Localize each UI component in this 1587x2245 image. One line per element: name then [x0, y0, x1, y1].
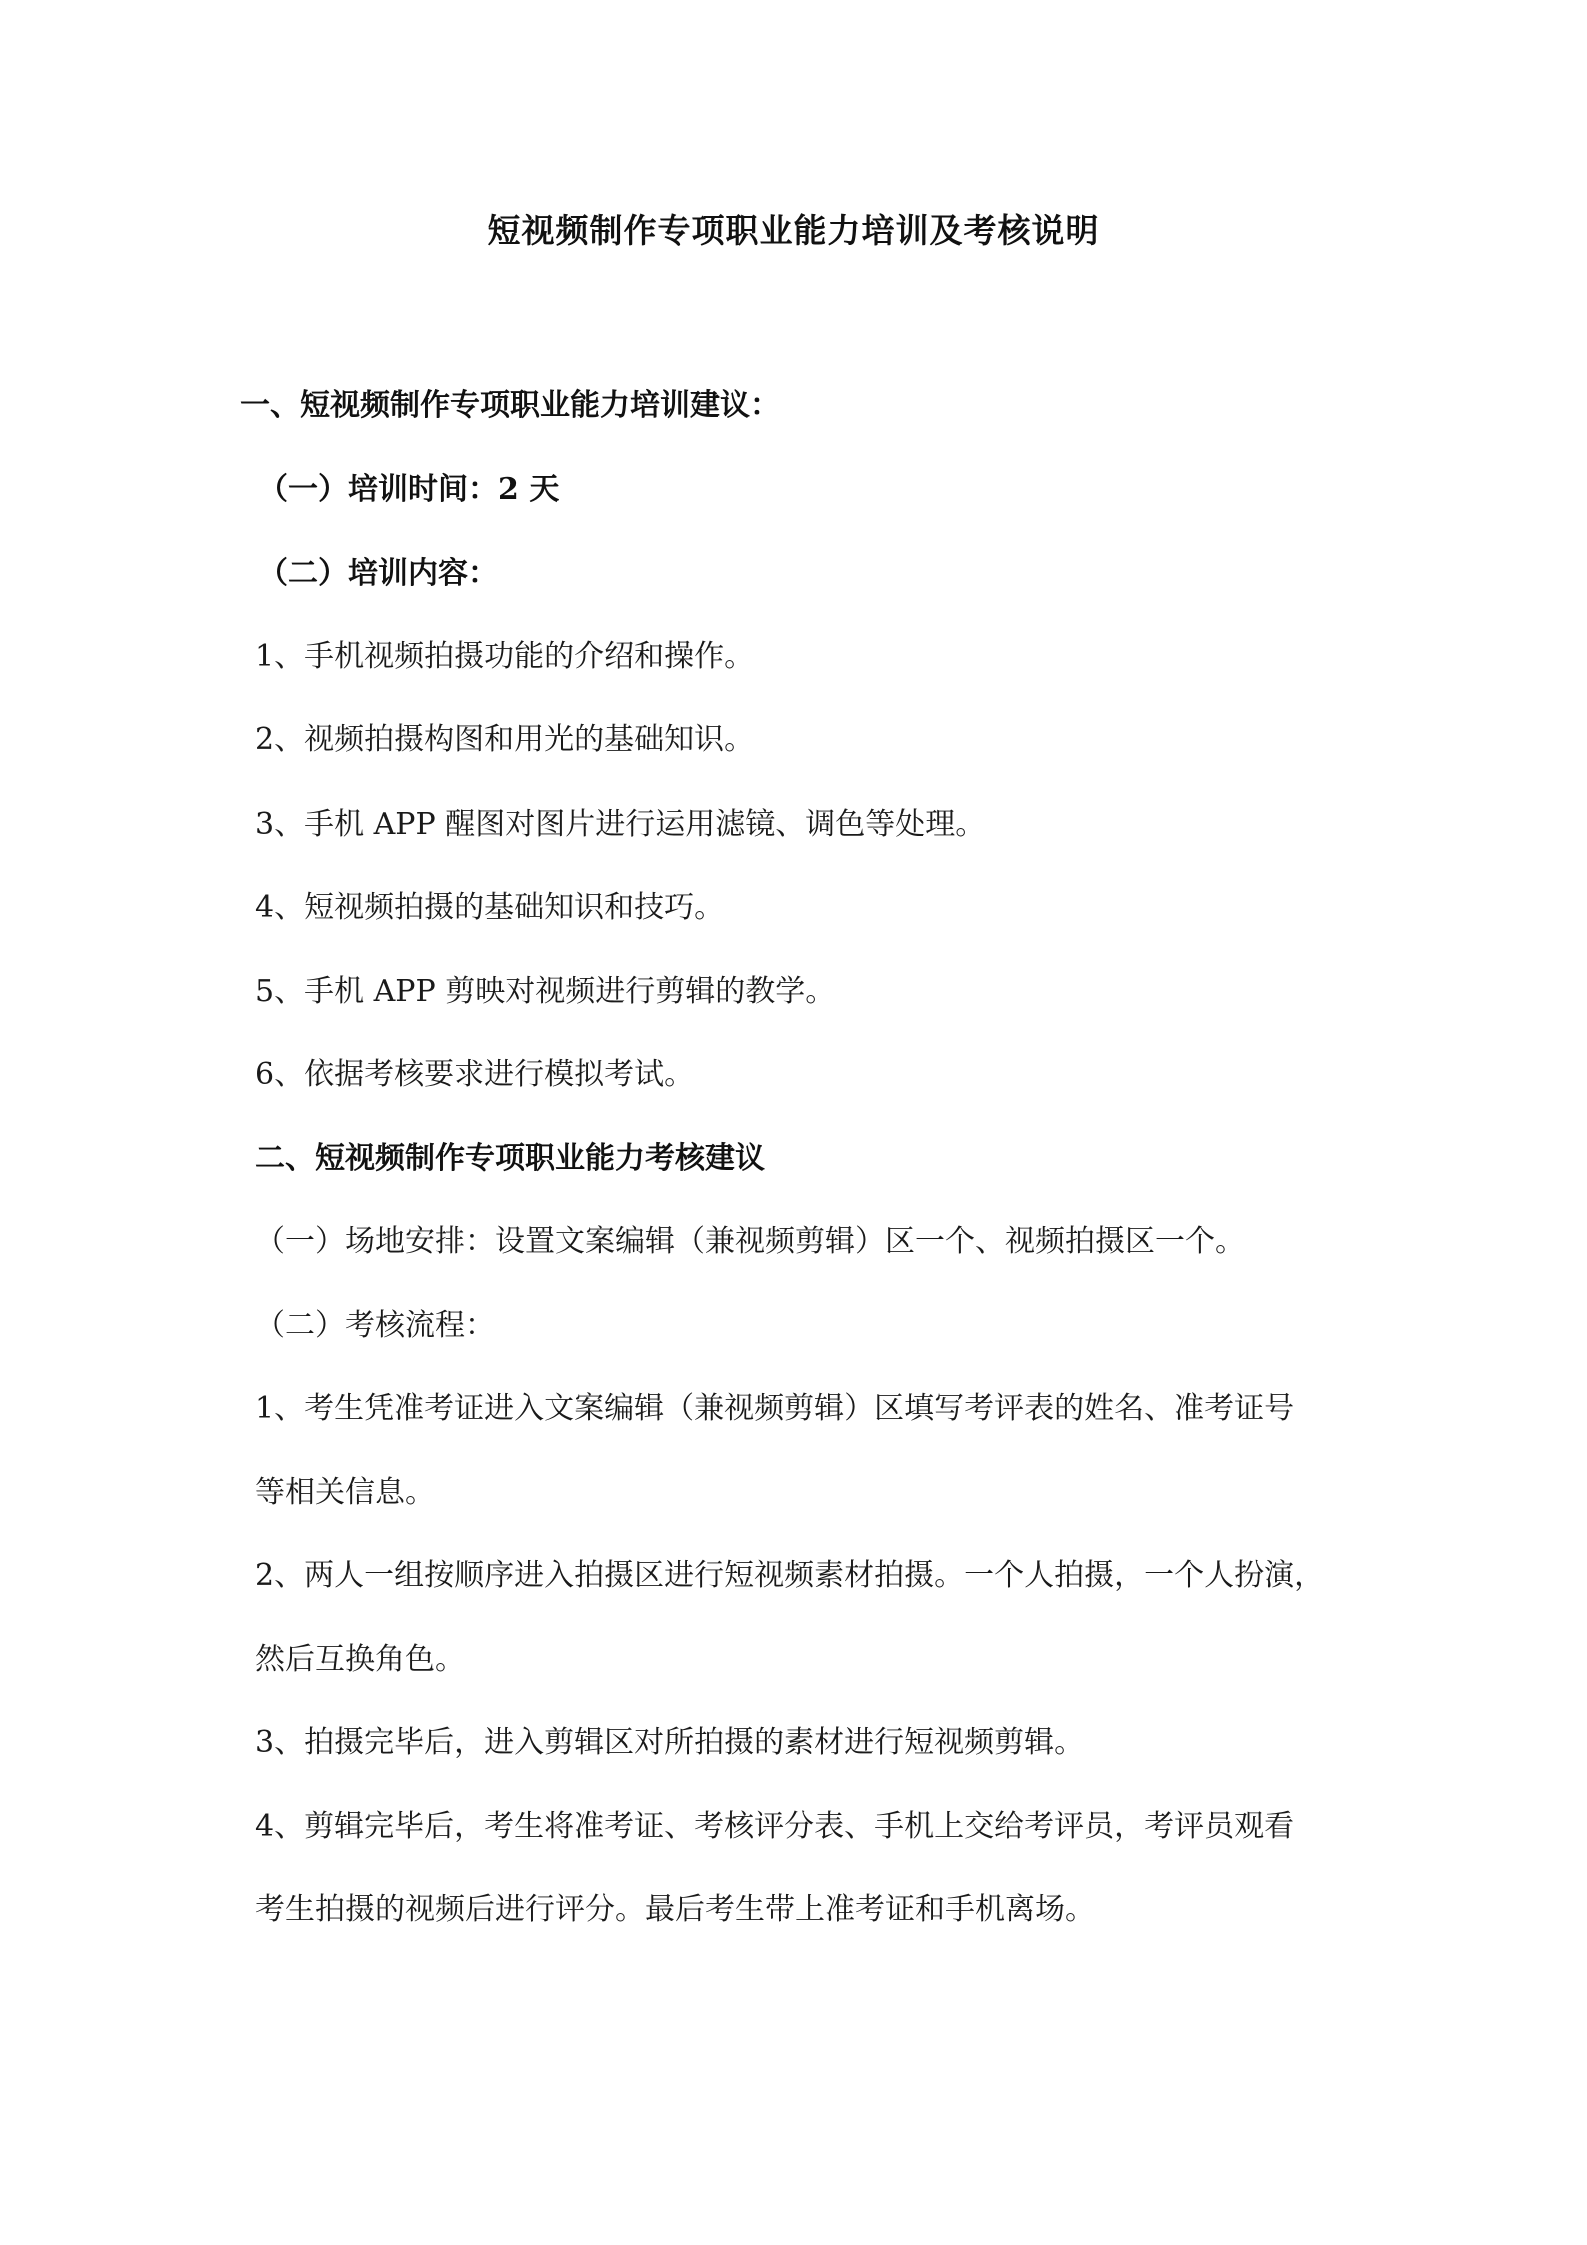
training-item-3: 3、手机 APP 醒图对图片进行运用滤镜、调色等处理。: [255, 807, 986, 842]
process-step-2b: 然后互换角色。: [255, 1642, 465, 1677]
training-item-4: 4、短视频拍摄的基础知识和技巧。: [255, 890, 725, 925]
process-step-4a: 4、剪辑完毕后，考生将准考证、考核评分表、手机上交给考评员，考评员观看: [255, 1809, 1295, 1844]
training-item-1: 1、手机视频拍摄功能的介绍和操作。: [255, 639, 755, 674]
process-step-4b: 考生拍摄的视频后进行评分。最后考生带上准考证和手机离场。: [255, 1892, 1095, 1927]
training-time: （一）培训时间：2 天: [258, 472, 560, 507]
process-heading: （二）考核流程：: [255, 1308, 495, 1343]
training-item-5: 5、手机 APP 剪映对视频进行剪辑的教学。: [255, 974, 836, 1009]
process-step-2a: 2、两人一组按顺序进入拍摄区进行短视频素材拍摄。一个人拍摄，一个人扮演，: [255, 1558, 1325, 1593]
process-step-1b: 等相关信息。: [255, 1475, 435, 1510]
section-1-heading: 一、短视频制作专项职业能力培训建议：: [240, 388, 780, 423]
process-step-1a: 1、考生凭准考证进入文案编辑（兼视频剪辑）区填写考评表的姓名、准考证号: [255, 1391, 1295, 1426]
section-2-heading: 二、短视频制作专项职业能力考核建议: [255, 1141, 765, 1176]
training-item-2: 2、视频拍摄构图和用光的基础知识。: [255, 722, 755, 757]
venue-arrangement: （一）场地安排：设置文案编辑（兼视频剪辑）区一个、视频拍摄区一个。: [255, 1224, 1245, 1259]
training-content-heading: （二）培训内容：: [258, 556, 498, 591]
process-step-3: 3、拍摄完毕后，进入剪辑区对所拍摄的素材进行短视频剪辑。: [255, 1725, 1085, 1760]
document-title: 短视频制作专项职业能力培训及考核说明: [487, 211, 1100, 250]
training-item-6: 6、依据考核要求进行模拟考试。: [255, 1057, 695, 1092]
